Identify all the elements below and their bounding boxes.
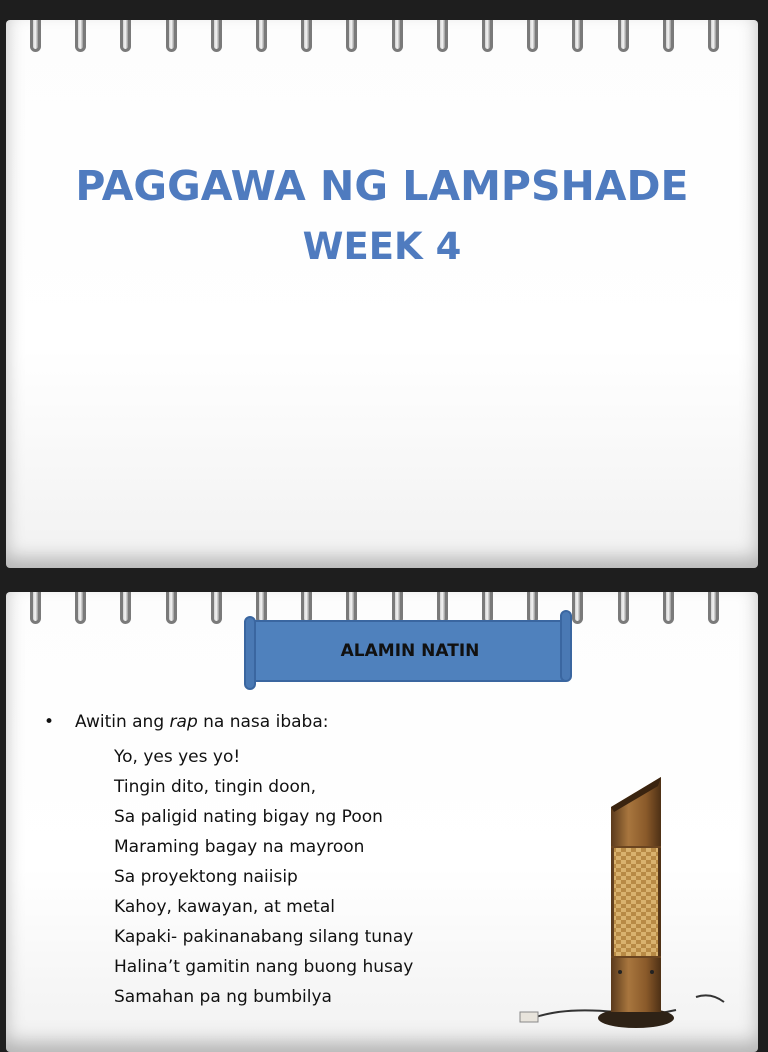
lyric-line: Yo, yes yes yo! [114, 747, 241, 767]
bullet-text [75, 712, 328, 732]
binder-ring [120, 20, 131, 52]
lyric-line: Sa proyektong naiisip [114, 867, 298, 887]
lyrics-list [114, 742, 413, 1012]
lyric-line: Kapaki- pakinanabang silang tunay [114, 927, 414, 947]
bullet-italic: rap [169, 712, 198, 732]
binder-ring [527, 20, 538, 52]
binder-ring [618, 592, 629, 624]
binder-ring [346, 20, 357, 52]
binder-ring [437, 20, 448, 52]
binder-ring [166, 592, 177, 624]
binder-ring [120, 592, 131, 624]
binder-ring [708, 592, 719, 624]
binder-ring [663, 20, 674, 52]
bamboo-lamp-image [496, 772, 758, 1032]
binder-ring [572, 20, 583, 52]
binder-ring [301, 20, 312, 52]
lyric-line: Halina’t gamitin nang buong husay [114, 957, 414, 977]
binder-ring [663, 592, 674, 624]
binder-rings [6, 20, 758, 60]
lamp-weave [614, 847, 658, 957]
slide-subtitle-text: WEEK 4 [302, 225, 462, 268]
binder-ring [482, 20, 493, 52]
bullet-dot: • [44, 712, 55, 732]
lyric-line: Maraming bagay na mayroon [114, 837, 365, 857]
binder-ring [211, 592, 222, 624]
scroll-banner [244, 614, 572, 690]
binder-ring [166, 20, 177, 52]
binder-ring [572, 592, 583, 624]
lyric-line: Samahan pa ng bumbilya [114, 987, 332, 1007]
binder-ring [708, 20, 719, 52]
binder-ring [256, 20, 267, 52]
binder-ring [75, 592, 86, 624]
lyric-line: Sa paligid nating bigay ng Poon [114, 807, 383, 827]
binder-ring [75, 20, 86, 52]
binder-ring [211, 20, 222, 52]
bullet-prefix: Awitin ang [75, 712, 170, 732]
slide-title [6, 20, 758, 568]
binder-ring [618, 20, 629, 52]
bullet-suffix: na nasa ibaba: [197, 712, 329, 732]
slide-content [6, 592, 758, 1052]
slide-title-text: PAGGAWA NG LAMPSHADE [75, 162, 689, 210]
binder-ring [30, 592, 41, 624]
banner-label: ALAMIN NATIN [340, 641, 480, 661]
lyric-line: Kahoy, kawayan, at metal [114, 897, 335, 917]
lyric-line: Tingin dito, tingin doon, [114, 777, 317, 797]
binder-ring [30, 20, 41, 52]
binder-ring [392, 20, 403, 52]
